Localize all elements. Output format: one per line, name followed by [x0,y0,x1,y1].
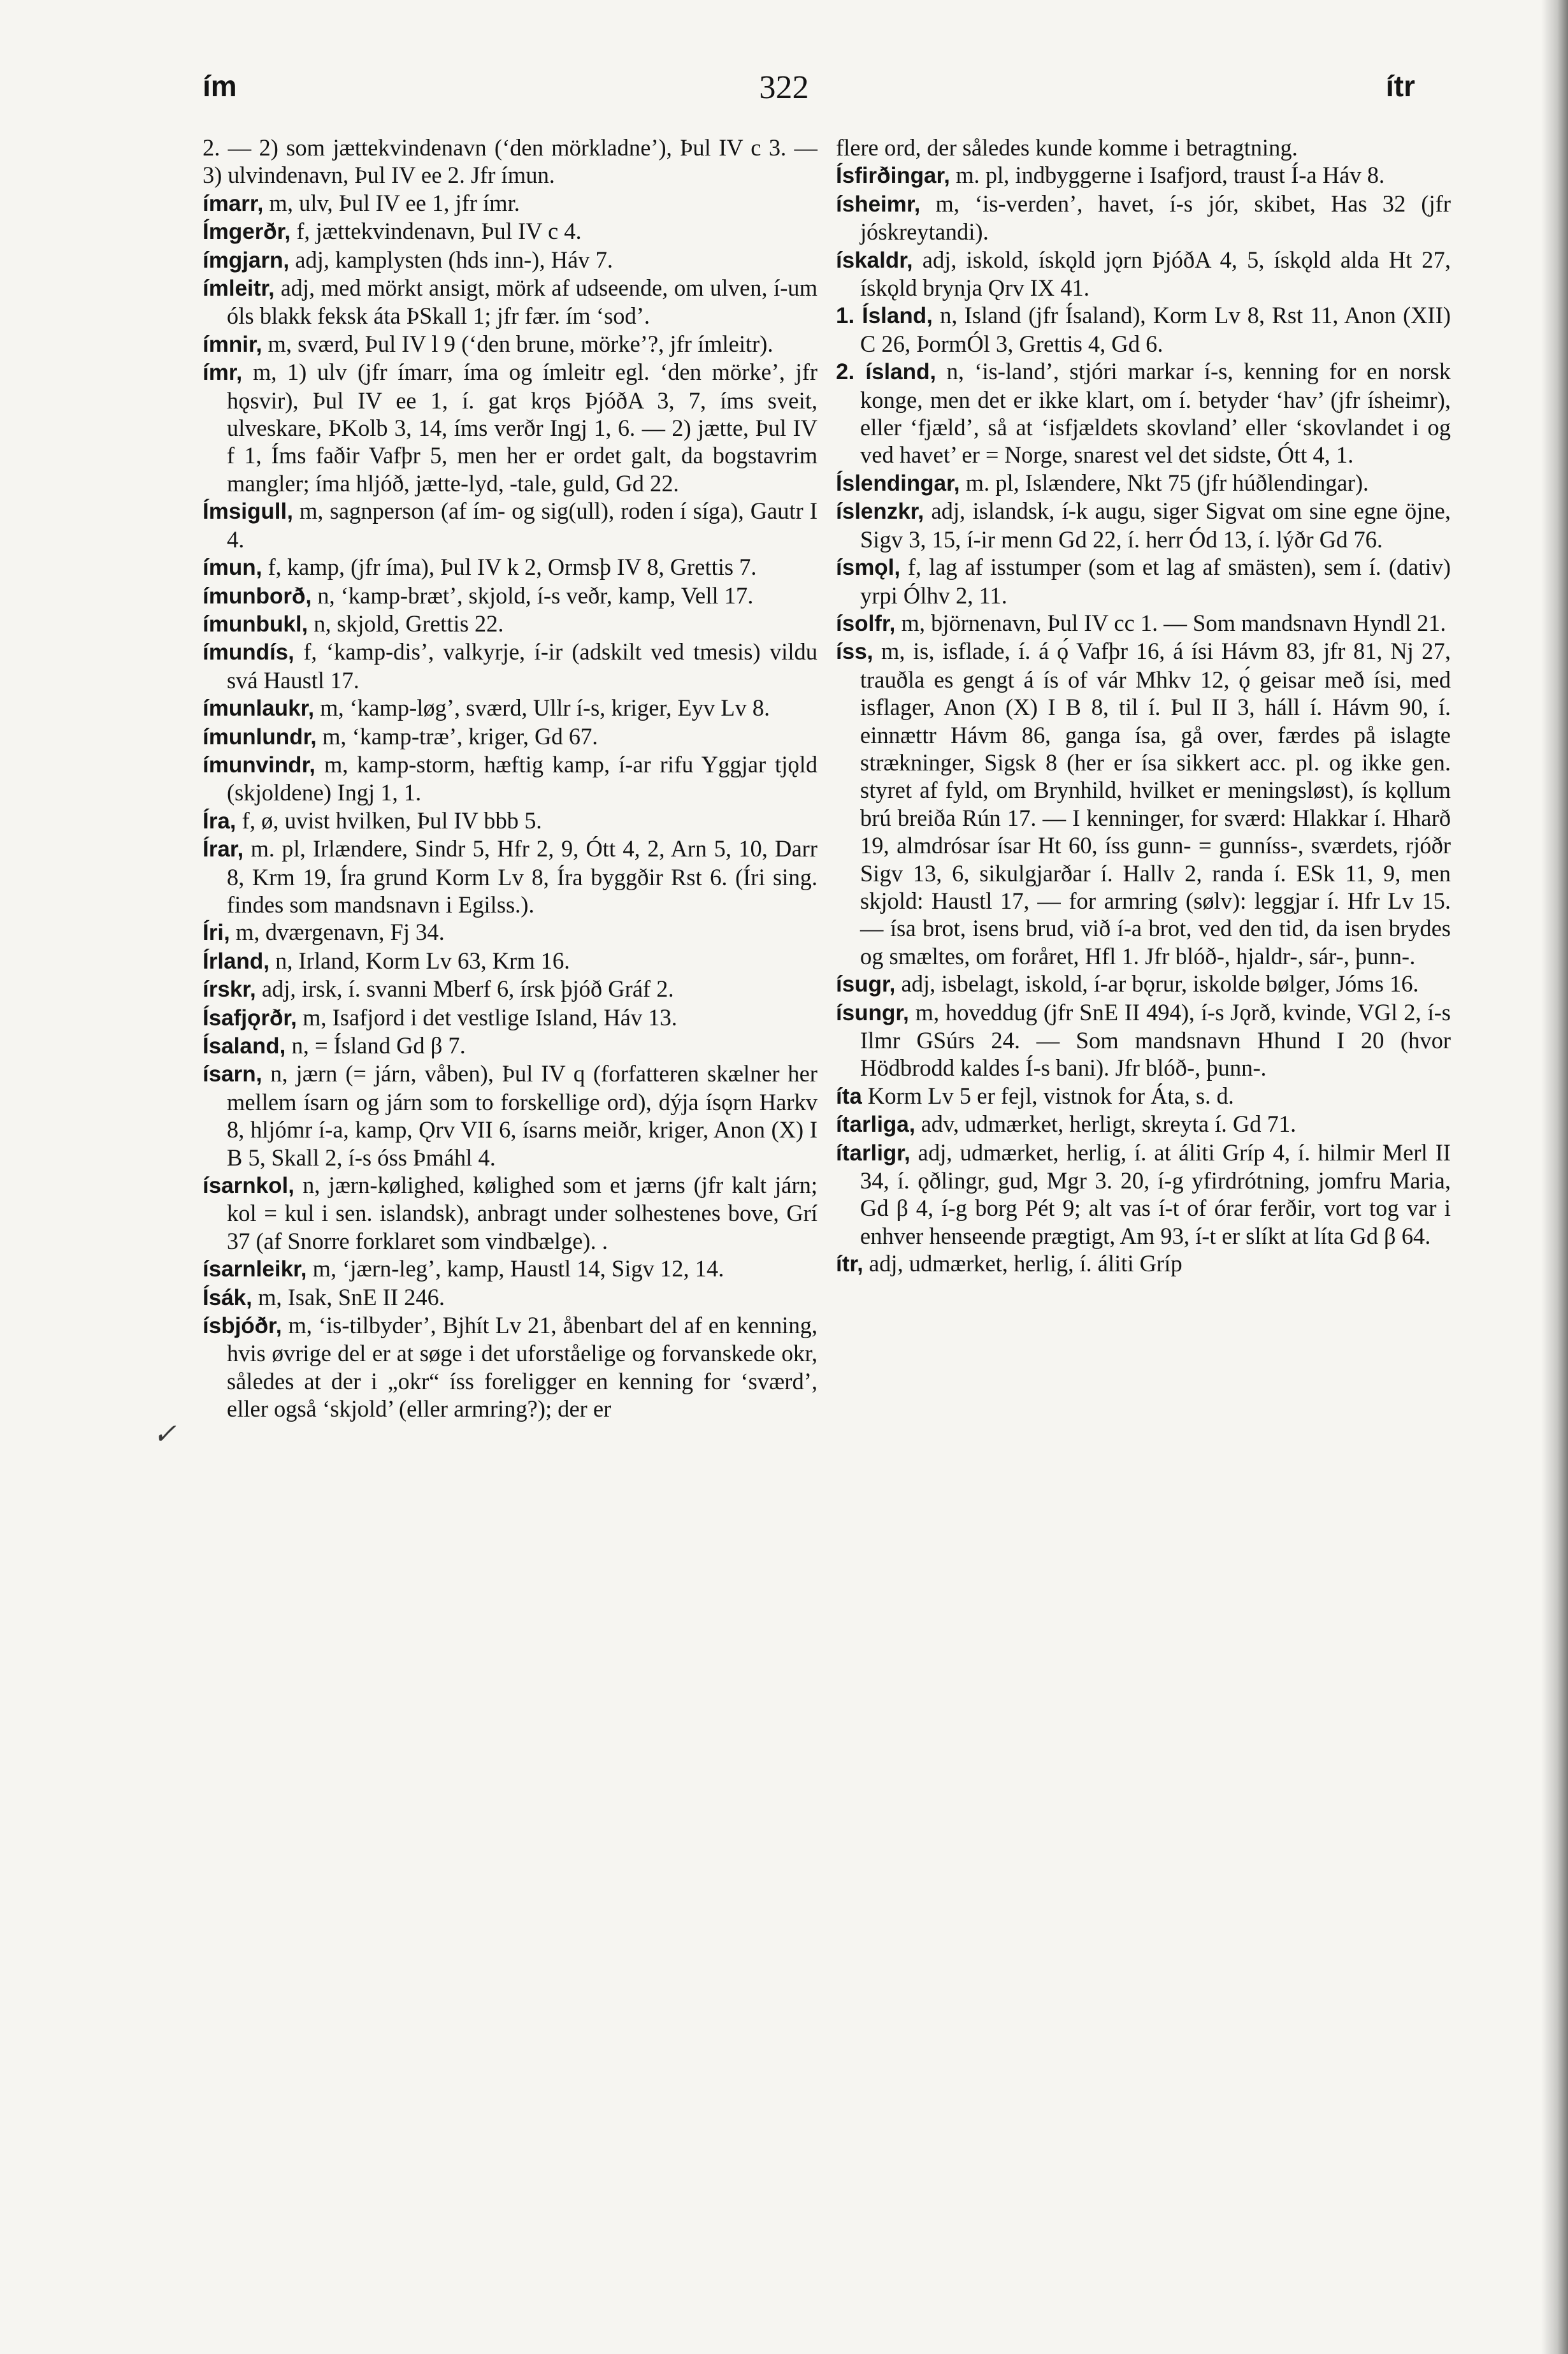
entry-headword: ísungr, [836,1000,909,1025]
dictionary-entry [203,1004,817,1032]
entry-text: n, jærn (= járn, våben), Þul IV q (forfatteren skælner her mellem ísarn og járn som to forskellige ord), dýja ísǫrn Harkv 8, hljómr í-a, kamp, Ǫrv VII 6, ísarns meiðr, kriger, Anon (X) I B 5, Skall 2, í-s óss Þmáhl 4. [227,1060,817,1171]
dictionary-entry [836,609,1451,637]
entry-text: m, Isafjord i det vestlige Island, Háv 13. [302,1004,677,1030]
entry-text: adv, udmærket, herligt, skreyta í. Gd 71. [921,1111,1297,1137]
dictionary-entry [836,1250,1451,1278]
entry-text: adj, iskold, ískǫld jǫrn ÞjóðA 4, 5, ískǫld alda Ht 27, ískǫld brynja Ǫrv IX 41. [860,246,1451,301]
entry-text: n, = Ísland Gd β 7. [291,1032,466,1058]
entry-text: n, jærn-kølighed, kølighed som et jærns (jfr kalt járn; kol = kul i sen. islandsk), anbragt under solhestenes bove, Grí 37 (af Snorre forklaret som vindbælge). . [227,1172,817,1254]
entry-text: Korm Lv 5 er fejl, vistnok for Áta, s. d. [867,1082,1234,1109]
entry-text: n, ‘is-land’, stjóri markar í-s, kenning for en norsk konge, men det er ikke klart, om í. betyder ‘hav’ (jfr ísheimr), eller ‘fjæld’, så at ‘isfjældets skovland’ eller ‘skovlandet i og ved havet’ er = Norge, snarest vel det sidste, Ótt 4, 1. [860,358,1451,468]
right-column [836,134,1451,1278]
dictionary-entry [836,970,1451,998]
entry-text: m. pl, indbyggerne i Isafjord, traust Í-a Háv 8. [956,162,1385,189]
dictionary-entry [203,246,817,274]
entry-text: n, Island (jfr Ísaland), Korm Lv 8, Rst 11, Anon (XII) C 26, ÞormÓl 3, Grettis 4, Gd 6. [860,302,1451,357]
dictionary-entry [203,975,817,1003]
dictionary-entry [836,553,1451,609]
entry-text: adj, udmærket, herlig, í. áliti Gríp [868,1250,1183,1277]
entry-text: m. pl, Islændere, Nkt 75 (jfr húðlendingar). [965,469,1369,496]
entry-headword: ímnir, [203,331,263,357]
dictionary-entry [203,330,817,358]
dictionary-entry [836,134,1451,161]
entry-headword: íss, [836,639,874,665]
dictionary-entry [836,357,1451,469]
entry-headword: ísolfr, [836,610,896,636]
entry-text: m, kamp-storm, hæftig kamp, í-ar rifu Yggjar tjǫld (skjoldene) Ingj 1, 1. [227,751,817,806]
entry-text: adj, isbelagt, iskold, í-ar bǫrur, iskolde bølger, Jóms 16. [901,971,1419,997]
entry-headword: Ísaland, [203,1034,286,1058]
entry-headword: Íri, [203,920,230,946]
left-running-headword: ím [203,69,237,103]
entry-text: m, 1) ulv (jfr ímarr, íma og ímleitr egl. ‘den mörke’, jfr hǫsvir), Þul IV ee 1, í. gat krǫs ÞjóðA 3, 7, íms sveit, ulveskare, ÞKolb 3, 14, íms verðr Ingj 1, 6. — 2) jætte, Þul IV f 1, Íms faðir Vafþr 5, men her er ordet galt, da bogstavrim mangler; íma hljóð, jætte-lyd, -tale, guld, Gd 22. [227,359,818,496]
entry-headword: ísbjóðr, [203,1313,282,1339]
dictionary-entry [836,469,1451,497]
entry-headword: ítr, [836,1252,863,1277]
dictionary-entry [203,610,817,638]
entry-headword: ísarnleikr, [203,1257,307,1282]
dictionary-entry [203,947,817,975]
entry-text: m, ‘is-verden’, havet, í-s jór, skibet, Has 32 (jfr jóskreytandi). [860,190,1451,245]
entry-headword: ísarn, [203,1062,263,1087]
dictionary-entry [836,497,1451,553]
entry-headword: ímunbukl, [203,611,308,637]
entry-text: f, jættekvindenavn, Þul IV c 4. [296,218,582,245]
dictionary-entry [203,807,817,835]
margin-check-mark: ✓ [153,1419,176,1450]
dictionary-entry [203,835,817,918]
dictionary-entry [203,189,817,217]
entry-headword: Ímsigull, [203,499,293,524]
dictionary-entry [836,999,1451,1082]
page-header [0,69,1568,120]
entry-text: m, björnenavn, Þul IV cc 1. — Som mandsnavn Hyndl 21. [901,609,1446,636]
entry-text: m, Isak, SnE II 246. [257,1283,445,1310]
entry-headword: Írland, [203,948,270,974]
entry-text: adj, kamplysten (hds inn-), Háv 7. [295,246,614,273]
dictionary-entry [203,1032,817,1060]
entry-text: n, Irland, Korm Lv 63, Krm 16. [275,947,570,974]
entry-headword: ímunlaukr, [203,696,315,721]
entry-headword: íslenzkr, [836,499,924,524]
dictionary-entry [203,274,817,330]
entry-headword: ískaldr, [836,247,913,273]
entry-text: m, sværd, Þul IV l 9 (‘den brune, mörke’?, jfr ímleitr). [268,330,773,357]
dictionary-entry [203,553,817,581]
dictionary-entry [203,751,817,807]
dictionary-entry [836,161,1451,189]
entry-text: f, ‘kamp-dis’, valkyrje, í-ir (adskilt ved tmesis) vildu svá Haustl 17. [227,639,818,693]
page-edge-shadow [1541,0,1568,2354]
dictionary-entry [203,694,817,722]
entry-headword: Ísák, [203,1285,252,1310]
entry-text: m, ulv, Þul IV ee 1, jfr ímr. [269,189,520,216]
entry-headword: ímun, [203,555,263,581]
entry-headword: 2. ísland, [836,359,937,385]
entry-headword: ímarr, [203,191,264,216]
dictionary-entry [203,1171,817,1255]
dictionary-entry [836,1082,1451,1110]
entry-headword: Írar, [203,837,244,862]
entry-headword: ímr, [203,360,243,386]
dictionary-entry [203,723,817,751]
entry-headword: ímleitr, [203,276,275,301]
entry-headword: ísugr, [836,972,896,997]
entry-headword: ímundís, [203,640,294,665]
entry-text: f, lag af isstumper (som et lag af smästen), sem í. (dativ) yrpi Ólhv 2, 11. [860,554,1451,609]
dictionary-entry [836,637,1451,970]
entry-headword: ísheimr, [836,191,921,217]
entry-headword: Ísfirðingar, [836,163,950,189]
entry-headword: ímgjarn, [203,247,290,273]
entry-text: adj, irsk, í. svanni Mberf 6, írsk þjóð Gráf 2. [261,976,674,1002]
dictionary-entry [203,1311,817,1423]
dictionary-entry [203,1060,817,1171]
dictionary-entry [203,638,817,694]
entry-headword: Íslendingar, [836,470,960,496]
dictionary-entry [203,918,817,946]
entry-headword: Ísafjǫrðr, [203,1005,297,1030]
entry-text: m, ‘kamp-løg’, sværd, Ullr í-s, kriger, Eyv Lv 8. [320,695,770,721]
entry-headword: ísmǫl, [836,555,901,581]
entry-text: m, ‘jærn-leg’, kamp, Haustl 14, Sigv 12, 14. [312,1255,724,1282]
entry-headword: ítarligr, [836,1140,910,1166]
entry-headword: írskr, [203,977,256,1002]
entry-text: n, ‘kamp-bræt’, skjold, í-s veðr, kamp, Vell 17. [317,582,754,609]
entry-headword: ímunlundr, [203,724,317,749]
entry-headword: ímunvindr, [203,752,315,777]
entry-text: f, ø, uvist hvilken, Þul IV bbb 5. [241,807,542,834]
entry-text: m, ‘is-tilbyder’, Bjhít Lv 21, åbenbart del af en kenning, hvis øvrige del er at søge i det uforståelige og forvanskede okr, således at der i „okr“ íss foreligger en kenning for ‘sværd’, eller også ‘skjold’ (eller armring?); der er [227,1312,817,1422]
entry-text: m. pl, Irlændere, Sindr 5, Hfr 2, 9, Ótt 4, 2, Arn 5, 10, Darr 8, Krm 19, Íra grund Korm Lv 8, Íra byggðir Rst 6. (Íri sing. findes som mandsnavn i Egilss.). [227,835,817,918]
entry-headword: Íra, [203,808,236,834]
dictionary-entry [203,217,817,245]
entry-text: m, dværgenavn, Fj 34. [235,919,445,946]
entry-text: m, hoveddug (jfr SnE II 494), í-s Jǫrð, kvinde, VGl 2, í-s Ilmr GSúrs 24. — Som mandsnavn Hhund I 20 (hvor Hödbrodd kaldes Í-s bani). Jfr blóð-, þunn-. [860,999,1451,1081]
entry-text: adj, islandsk, í-k augu, siger Sigvat om sine egne öjne, Sigv 3, 15, í-ir menn Gd 22, í. herr Ód 13, í. lýðr Gd 76. [860,498,1451,552]
dictionary-entry [203,358,817,497]
right-running-headword: ítr [1386,69,1415,103]
dictionary-entry [203,582,817,610]
dictionary-entry [203,1255,817,1283]
dictionary-entry [836,190,1451,246]
dictionary-entry [836,301,1451,357]
dictionary-entry [836,1110,1451,1138]
entry-headword: ímunborð, [203,583,312,609]
entry-headword: íta [836,1083,862,1109]
entry-headword: ítarliga, [836,1112,916,1137]
entry-text: m, ‘kamp-træ’, kriger, Gd 67. [322,723,598,749]
dictionary-entry [836,246,1451,302]
entry-headword: ísarnkol, [203,1173,294,1199]
entry-text: m, is, isflade, í. á ǫ́ Vafþr 16, á ísi Hávm 83, jfr 81, Nj 27, trauðla es gengt á ís of vár Mhkv 12, ǫ́ geisar með ísi, med isflager, Anon (X) I B 8, til í. Þul II 3, háll í. Hávm 90, í. einnættr Hávm 86, ganga ísa, gå over, færdes på islagte strækninger, Sigsk 8 (her er ísa sikkert acc. pl. og ikke gen. styret af fyld, om Brynhild, hvilket er meningsløst), ís kǫllum brú breiða Rún 17. — I kenninger, for sværd: Hlakkar í. Hharð 19, almdrósar ísar Ht 60, íss gunn- = gunníss-, sværdets, rjóðr Sigv 13, 6, sikulgjarðar í. Hallv 2, randa í. ESk 11, 9, men skjold: Haustl 17, — for armring (sølv): leggjar í. Hfr Lv 15. — ísa brot, isens brud, við í-a brot, ved den tid, da isen brydes og smæltes, om foråret, Hfl 1. Jfr blóð-, hjaldr-, sár-, þunn-. [860,638,1451,969]
entry-text: adj, udmærket, herlig, í. at áliti Gríp 4, í. hilmir Merl II 34, í. ǫðlingr, gud, Mgr 3. 20, í-g yfirdrótning, jomfru Maria, Gd β 4, í-g borg Pét 9; alt vas í-t of órar ferðir, vort tog var i enhver henseende prægtigt, Am 93, í-t er slíkt at líta Gd β 64. [860,1139,1451,1249]
entry-text: 2. — 2) som jættekvindenavn (‘den mörkladne’), Þul IV c 3. — 3) ulvindenavn, Þul IV ee 2. Jfr ímun. [203,134,817,189]
entry-text: flere ord, der således kunde komme i betragtning. [836,134,1298,161]
entry-headword: 1. Ísland, [836,303,933,329]
dictionary-entry [836,1139,1451,1250]
dictionary-entry [203,497,817,553]
page-number: 322 [759,69,809,106]
entry-text: f, kamp, (jfr íma), Þul IV k 2, Ormsþ IV 8, Grettis 7. [268,554,757,581]
entry-text: m, sagnperson (af ím- og sig(ull), roden í síga), Gautr I 4. [227,498,817,552]
entry-text: adj, med mörkt ansigt, mörk af udseende, om ulven, í-um óls blakk feksk áta ÞSkall 1; jfr fær. ím ‘sod’. [227,275,818,329]
left-column [203,134,817,1423]
dictionary-entry [203,134,817,189]
dictionary-entry [203,1283,817,1311]
entry-text: n, skjold, Grettis 22. [313,610,504,637]
entry-headword: Ímgerðr, [203,219,291,245]
